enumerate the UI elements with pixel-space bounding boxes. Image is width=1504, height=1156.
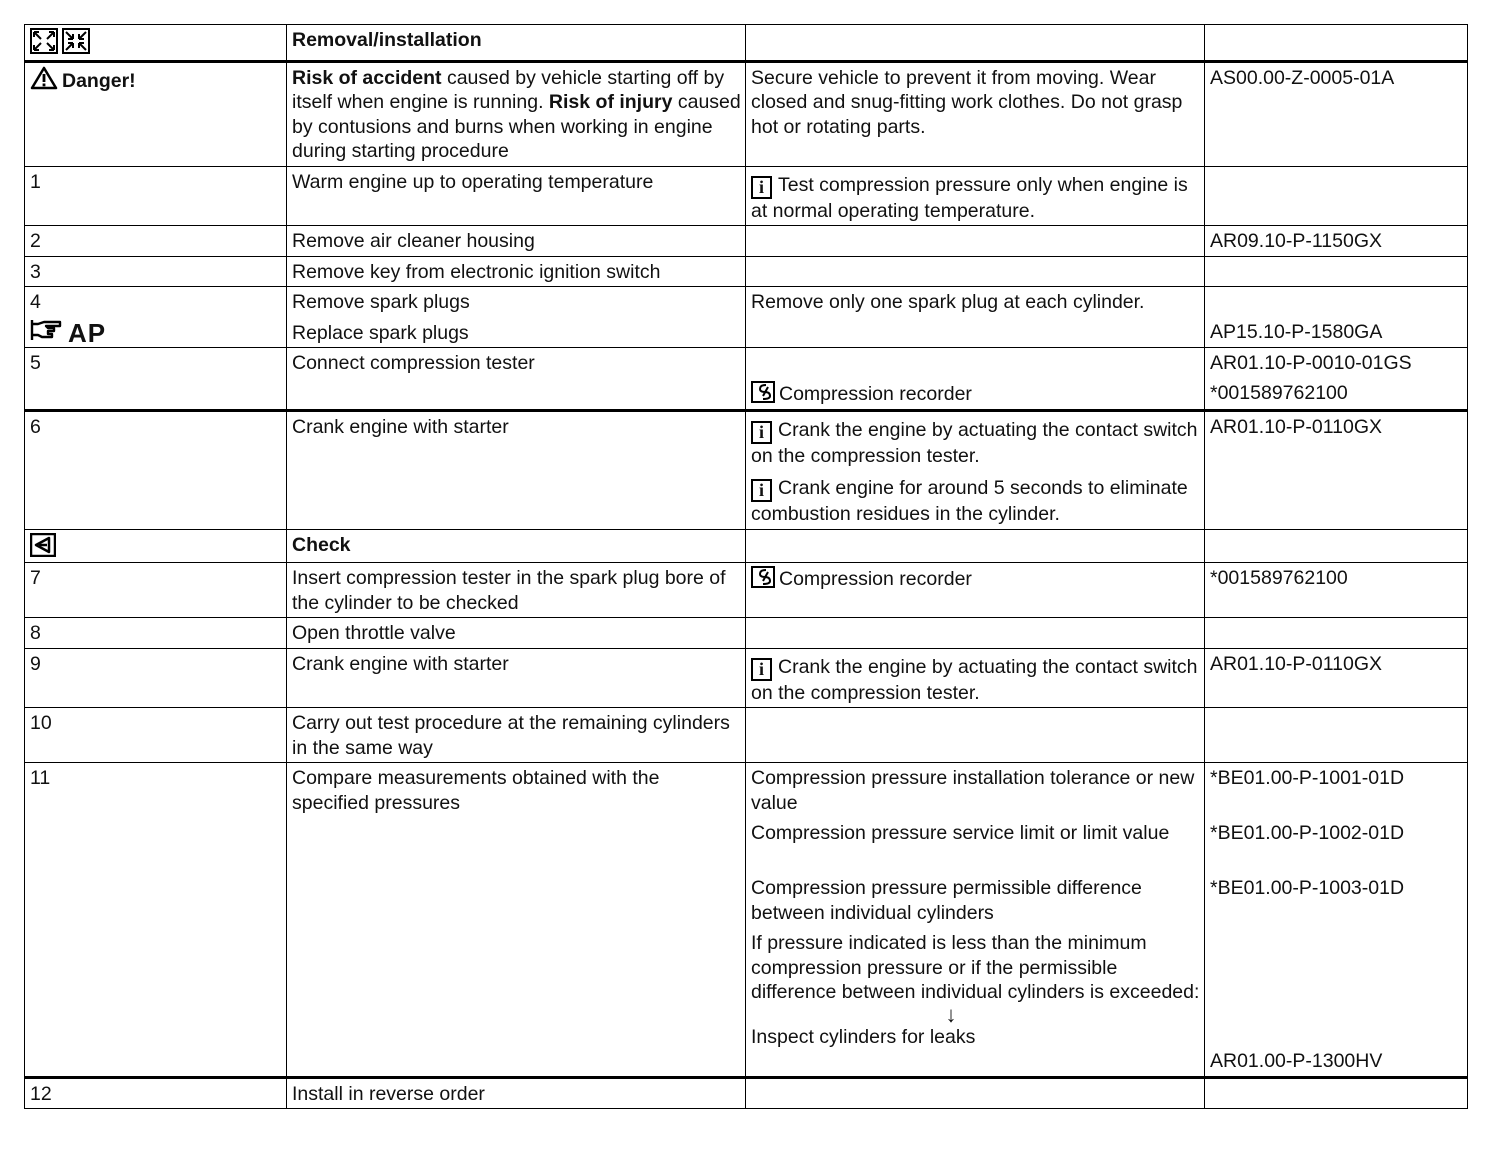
spec-note-4: If pressure indicated is less than the minimum compression pressure or if the permissible difference between individual cylinders is exceeded: (751, 932, 1200, 1003)
tool-part-number[interactable]: *001589762100 (1205, 563, 1468, 618)
expand-icon (30, 28, 58, 54)
step-ref-cell (1205, 763, 1468, 1078)
step-ref-cell (1205, 1077, 1468, 1109)
step-action: Crank engine with starter (287, 648, 746, 708)
step-row-12 (25, 1077, 1468, 1109)
step-number: 6 (25, 410, 287, 529)
step-row-11 (25, 763, 1468, 1078)
info-note-text: Crank the engine by actuating the contact switch on the compression tester. (751, 655, 1198, 704)
step-note-cell (746, 410, 1205, 529)
spec-note-3: Compression pressure permissible difference between individual cylinders (751, 877, 1142, 924)
risk-injury-label: Risk of injury (548, 91, 673, 113)
danger-row (25, 61, 1468, 166)
step-action: Connect compression tester (287, 348, 746, 411)
check-icon-cell (25, 529, 287, 563)
risk-injury-text: caused by contusions and burns when working in engine during starting procedure (292, 91, 741, 162)
step-ref-link[interactable]: AR01.10-P-0010-01GS (1210, 352, 1412, 374)
step-number: 8 (25, 618, 287, 649)
step-note-cell (746, 348, 1205, 411)
step-number-cell (25, 287, 287, 348)
info-icon: i (751, 479, 772, 502)
step-row-8 (25, 618, 1468, 649)
info-icon: i (751, 421, 772, 444)
spec-ref-link-5[interactable]: AR01.00-P-1300HV (1210, 1050, 1383, 1072)
step-row-2 (25, 226, 1468, 257)
step-row-5 (25, 348, 1468, 411)
check-marker-icon (30, 533, 56, 557)
info-note (751, 418, 1200, 469)
step-ref-link[interactable]: AR01.10-P-0110GX (1205, 410, 1468, 529)
step-number: 3 (25, 256, 287, 287)
step-ref (1205, 256, 1468, 287)
step-number: 12 (25, 1077, 287, 1109)
danger-cell (25, 61, 287, 166)
header-ref-cell (1205, 25, 1468, 62)
collapse-icon (62, 28, 90, 54)
step-number: 10 (25, 708, 287, 763)
step-note-cell (746, 708, 1205, 763)
step-note (746, 166, 1205, 226)
step-action: Remove air cleaner housing (287, 226, 746, 257)
check-note-cell (746, 529, 1205, 563)
step-note (746, 226, 1205, 257)
down-arrow-icon: ↓ (945, 1001, 957, 1027)
step-row-1 (25, 166, 1468, 226)
page-title: Removal/installation (287, 25, 746, 62)
warning-triangle-icon (30, 66, 58, 90)
step-note-cell (746, 563, 1205, 618)
step-row-3 (25, 256, 1468, 287)
step-action: Open throttle valve (287, 618, 746, 649)
spec-note-1: Compression pressure installation tolerance or new value (751, 767, 1195, 814)
danger-ref-link[interactable]: AS00.00-Z-0005-01A (1205, 61, 1468, 166)
step-row-9 (25, 648, 1468, 708)
risk-accident-label: Risk of accident (292, 66, 442, 89)
step-action: Compare measurements obtained with the specified pressures (287, 763, 746, 1078)
step-action: Install in reverse order (287, 1077, 746, 1109)
procedure-table (24, 24, 1468, 1109)
tool-note-text: Compression recorder (779, 383, 972, 405)
info-note-text: Crank engine for around 5 seconds to eliminate combustion residues in the cylinder. (751, 477, 1188, 525)
step-note-cell (746, 1077, 1205, 1109)
step-ref-link[interactable]: AP15.10-P-1580GA (1210, 321, 1383, 343)
special-tool-icon (751, 566, 775, 588)
step-note-cell (746, 648, 1205, 708)
spec-note-2: Compression pressure service limit or limit value (751, 822, 1170, 844)
danger-label: Danger! (62, 69, 136, 92)
step-row-7 (25, 563, 1468, 618)
tool-part-number[interactable]: *001589762100 (1210, 381, 1348, 404)
step-row-6 (25, 410, 1468, 529)
step-ref-cell (1205, 348, 1468, 411)
step-note (746, 256, 1205, 287)
spec-ref-link-1[interactable]: *BE01.00-P-1001-01D (1210, 767, 1405, 789)
step-action: Warm engine up to operating temperature (287, 166, 746, 226)
spec-note-5: Inspect cylinders for leaks (751, 1025, 976, 1048)
step-action-secondary: Replace spark plugs (292, 321, 469, 344)
removal-installation-icons (25, 25, 287, 62)
info-icon: i (751, 658, 772, 681)
header-note-cell (746, 25, 1205, 62)
step-action-cell (287, 287, 746, 348)
step-ref-link[interactable]: AR09.10-P-1150GX (1205, 226, 1468, 257)
check-label: Check (287, 529, 746, 563)
step-action: Remove key from electronic ignition switch (287, 256, 746, 287)
step-action: Remove spark plugs (292, 291, 470, 313)
spec-ref-link-2[interactable]: *BE01.00-P-1002-01D (1210, 822, 1405, 844)
step-ref-cell (1205, 618, 1468, 649)
step-note: Remove only one spark plug at each cylinder. (746, 287, 1205, 348)
procedure-sheet (24, 24, 1467, 1109)
step-number: 4 (30, 291, 41, 313)
info-note (751, 476, 1200, 527)
ap-label: AP (68, 317, 107, 348)
check-row (25, 529, 1468, 563)
step-action: Crank engine with starter (287, 410, 746, 529)
check-ref-cell (1205, 529, 1468, 563)
step-number: 5 (25, 348, 287, 411)
step-ref (1205, 166, 1468, 226)
step-note-cell (746, 618, 1205, 649)
risk-accident-text: caused by vehicle starting off by itself when engine is running. (292, 66, 725, 113)
info-icon: i (751, 176, 772, 199)
info-note-text: Crank the engine by actuating the contact switch on the compression tester. (751, 418, 1198, 467)
ap-indicator (30, 318, 282, 346)
step-number: 7 (25, 563, 287, 618)
step-action: Carry out test procedure at the remaining cylinders in the same way (287, 708, 746, 763)
danger-risk-text (287, 61, 746, 166)
step-number: 11 (25, 763, 287, 1078)
step-number: 1 (25, 166, 287, 226)
spec-ref-link-3[interactable]: *BE01.00-P-1003-01D (1210, 877, 1405, 899)
step-ref-link[interactable]: AR01.10-P-0110GX (1205, 648, 1468, 708)
header-row (25, 25, 1468, 62)
special-tool-icon (751, 381, 775, 403)
tool-note-text: Compression recorder (779, 568, 972, 590)
danger-note: Secure vehicle to prevent it from moving. Wear closed and snug-fitting work clothes. Do not grasp hot or rotating parts. (746, 61, 1205, 166)
step-row-10 (25, 708, 1468, 763)
step-ref-cell (1205, 287, 1468, 348)
pointing-hand-icon (30, 318, 64, 342)
step-number: 2 (25, 226, 287, 257)
step-note-cell (746, 763, 1205, 1078)
step-ref-cell (1205, 708, 1468, 763)
step-action: Insert compression tester in the spark plug bore of the cylinder to be checked (287, 563, 746, 618)
tool-note (751, 381, 1200, 407)
info-note-text: Test compression pressure only when engine is at normal operating temperature. (751, 173, 1188, 222)
step-row-4 (25, 287, 1468, 348)
step-number: 9 (25, 648, 287, 708)
